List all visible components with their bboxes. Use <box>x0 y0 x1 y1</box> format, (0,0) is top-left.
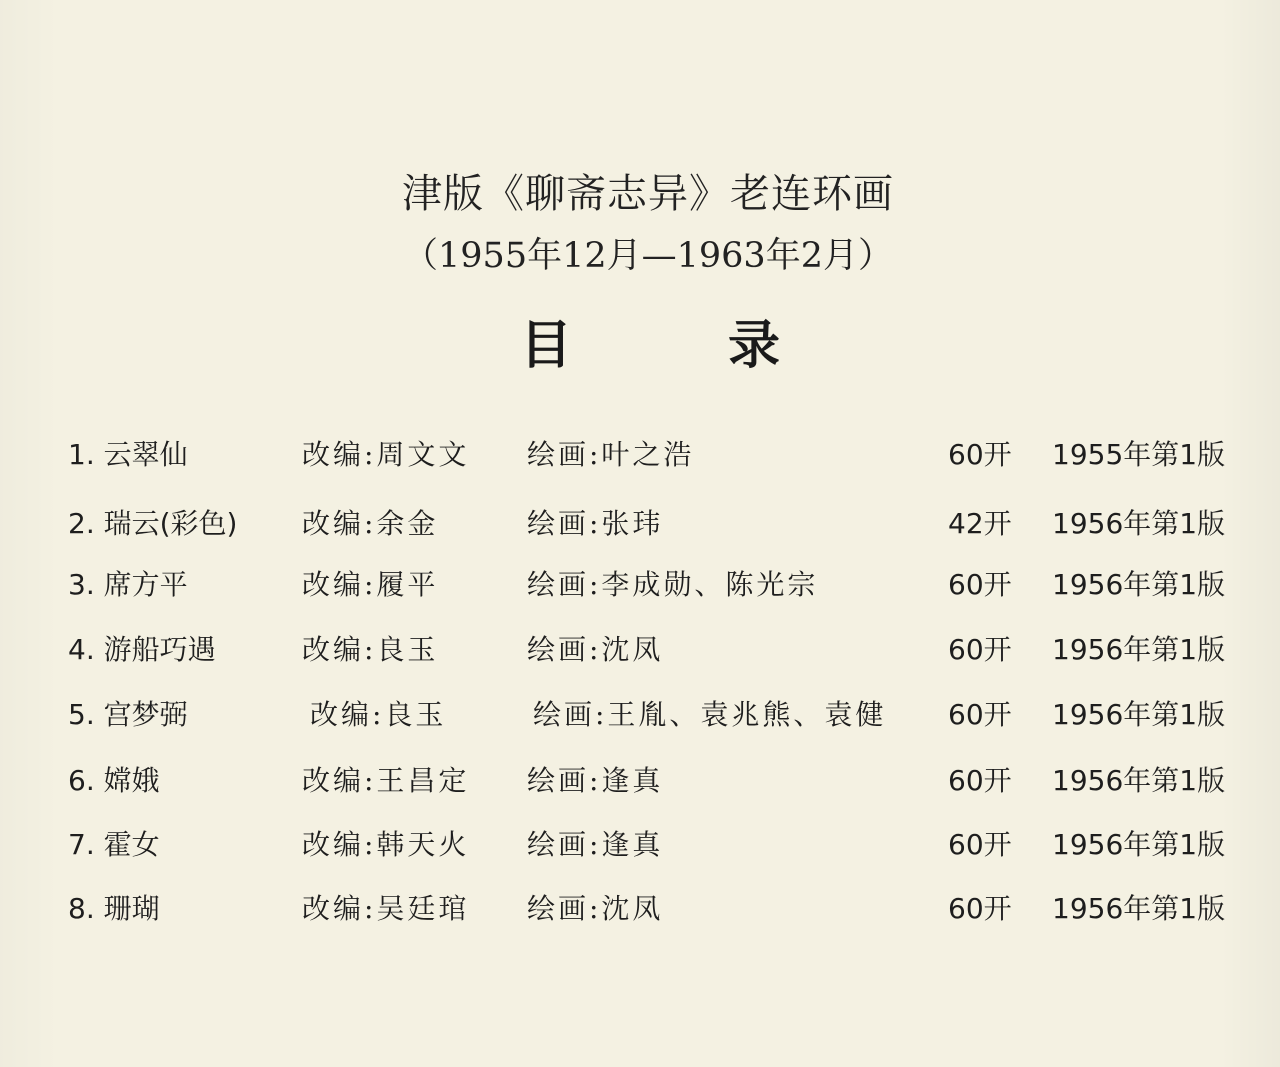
toc-entry <box>0 887 1280 937</box>
toc-entry <box>0 563 1280 613</box>
entry-painting: 绘画:张玮 <box>527 507 664 540</box>
entry-edition: 1956年第1版 <box>1052 892 1226 925</box>
entry-title: 6. 嫦娥 <box>68 764 160 797</box>
entry-format: 60开 <box>948 764 1012 797</box>
entry-format: 42开 <box>948 507 1012 540</box>
entry-title: 5. 宫梦弼 <box>68 698 188 731</box>
entry-format: 60开 <box>948 568 1012 601</box>
date-range-subtitle: （1955年12月—1963年2月） <box>403 236 893 276</box>
entry-title: 2. 瑞云(彩色) <box>68 507 238 540</box>
entry-painting: 绘画:叶之浩 <box>527 438 695 471</box>
toc-entry <box>0 628 1280 678</box>
entry-edition: 1956年第1版 <box>1052 764 1226 797</box>
toc-entry <box>0 823 1280 873</box>
entry-adaptation: 改编:良玉 <box>302 633 439 666</box>
entry-adaptation: 改编:履平 <box>302 568 439 601</box>
toc-entry <box>0 759 1280 809</box>
entry-format: 60开 <box>948 633 1012 666</box>
toc-entry <box>0 502 1280 552</box>
entry-adaptation: 改编:余金 <box>302 507 439 540</box>
entry-painting: 绘画:李成勋、陈光宗 <box>527 568 819 601</box>
page-title: 津版《聊斋志异》老连环画 <box>402 171 894 217</box>
entry-painting: 绘画:沈凤 <box>527 633 664 666</box>
entry-title: 4. 游船巧遇 <box>68 633 216 666</box>
entry-edition: 1956年第1版 <box>1052 568 1226 601</box>
entry-painting: 绘画:逢真 <box>527 764 664 797</box>
entry-title: 3. 席方平 <box>68 568 188 601</box>
entry-painting: 绘画:沈凤 <box>527 892 664 925</box>
entry-format: 60开 <box>948 892 1012 925</box>
table-of-contents-heading <box>520 303 780 378</box>
entry-adaptation: 改编:吴廷琯 <box>302 892 470 925</box>
entry-adaptation: 改编:王昌定 <box>302 764 470 797</box>
entry-adaptation: 改编:良玉 <box>310 698 447 731</box>
entry-adaptation: 改编:韩天火 <box>302 828 470 861</box>
entry-adaptation: 改编:周文文 <box>302 438 470 471</box>
toc-entry <box>0 433 1280 483</box>
entry-painting: 绘画:逢真 <box>527 828 664 861</box>
entry-edition: 1956年第1版 <box>1052 828 1226 861</box>
entry-edition: 1956年第1版 <box>1052 507 1226 540</box>
entry-title: 1. 云翠仙 <box>68 438 188 471</box>
toc-entry <box>0 693 1280 743</box>
entry-title: 7. 霍女 <box>68 828 160 861</box>
entry-edition: 1956年第1版 <box>1052 698 1226 731</box>
entry-format: 60开 <box>948 438 1012 471</box>
toc-heading-char: 录 <box>727 316 780 376</box>
entry-edition: 1955年第1版 <box>1052 438 1226 471</box>
toc-heading-char: 目 <box>520 316 573 376</box>
entry-format: 60开 <box>948 698 1012 731</box>
entry-title: 8. 珊瑚 <box>68 892 160 925</box>
entry-edition: 1956年第1版 <box>1052 633 1226 666</box>
entry-format: 60开 <box>948 828 1012 861</box>
entry-painting: 绘画:王胤、袁兆熊、袁健 <box>533 698 887 731</box>
